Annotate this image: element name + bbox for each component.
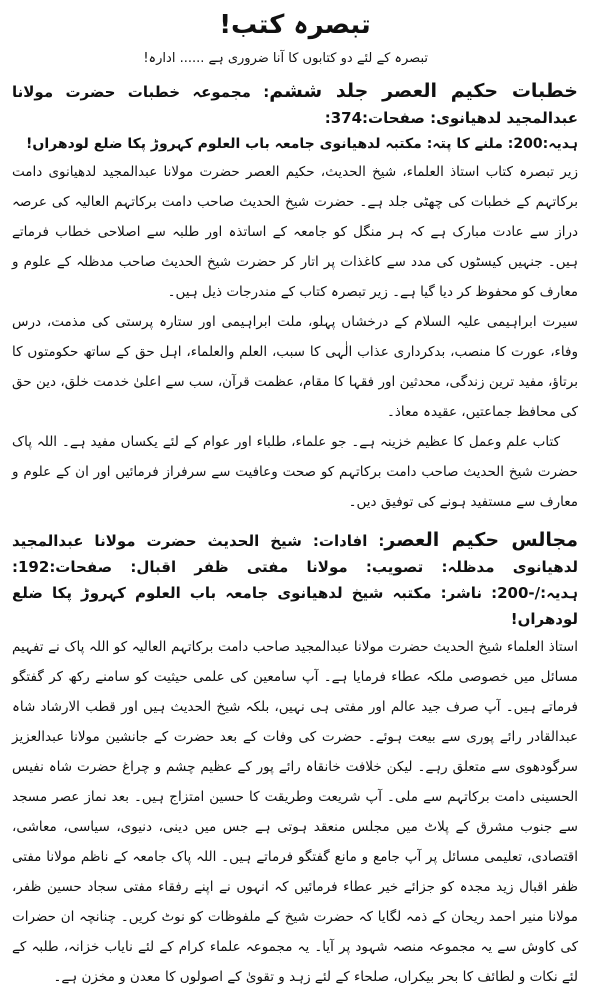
review-paragraph: سیرت ابراہیمی علیہ السلام کے درخشاں پہلو، ملت ابراہیمی اور ستارہ پرستی کی مذمت، درس وفاء، عورت کا منصب، بدکرداری عذاب الٰہی کا سبب، العلم والعلماء، اہل حق کے ساتھ حکومتوں کا برتاؤ، مفید ترین زندگی، محدثین اور فقہا کا مقام، عظمت قرآن، سب سے اعلیٰ خدمت خلق، دین حق کی محافظ جماعتیں، عقیدہ معاذ۔ [12,314,578,420]
book-title: خطبات حکیم العصر جلد ششم [269,80,578,102]
book-price-address: ہدیہ:200: ملنے کا پتہ: مکتبہ لدھیانوی جامعہ باب العلوم کہروڑ پکا ضلع لودھراں! [26,136,578,152]
book-heading [12,527,578,632]
review-paragraph: کتاب علم وعمل کا عظیم خزینہ ہے۔ جو علماء، طلباء اور عوام کے لئے یکساں مفید ہے۔ اللہ پاک حضرت شیخ الحدیث صاحب دامت برکاتہم کو صحت وعافیت سے سرفراز فرمائیں اور ان کے علوم و معارف سے مستفید ہونے کی توفیق دیں۔ [12,434,578,510]
book-title: مجالس حکیم العصر [384,529,578,551]
review-note: تبصرہ کے لئے دو کتابوں کا آنا ضروری ہے ...... ادارہ! [143,51,428,66]
book-details: : مجموعہ خطبات حضرت مولانا عبدالمجید لدھیانوی: صفحات:374: [12,83,578,127]
book-review-2 [12,527,578,992]
page-title: تبصرہ کتب! [219,10,371,40]
review-paragraph: زیر تبصرہ کتاب استاذ العلماء، شیخ الحدیث، حکیم العصر حضرت مولانا عبدالمجید لدھیانوی دامت برکاتہم کے خطبات کی چھٹی جلد ہے۔ حضرت شیخ الحدیث صاحب دامت برکاتہم العالیہ کی عرصہ دراز سے عادت مبارک ہے کہ ہر منگل کو جامعہ کے اساتذہ اور طلبہ سے اصلاحی خطاب فرماتے ہیں۔ جنہیں کیسٹوں کی مدد سے کاغذات پر اتار کر حضرت شیخ الحدیث صاحب مدظلہ کے علوم و معارف کو محفوظ کر دیا گیا ہے۔ زیر تبصرہ کتاب کے مندرجات ذیل ہیں۔ [12,164,578,300]
book-heading [12,78,578,131]
book-review-1 [12,78,578,517]
book-details: : افادات: شیخ الحدیث حضرت مولانا عبدالمجید لدھیانوی مدظلہ: تصویب: مولانا مفتی ظفر اقبال: صفحات:192: ہدیہ:/-200: ناشر: مکتبہ شیخ لدھیانوی جامعہ باب العلوم کہروڑ پکا ضلع لودھراں! [12,532,578,628]
review-paragraph: استاذ العلماء شیخ الحدیث حضرت مولانا عبدالمجید صاحب دامت برکاتہم العالیہ کو اللہ پاک نے تفہیم مسائل میں خصوصی ملکہ عطاء فرمایا ہے۔ آپ سامعین کی علمی حیثیت کو سامنے رکھ کر گفتگو فرماتے ہیں۔ آپ صرف جید عالم اور مفتی ہی نہیں، بلکہ شیخ الحدیث ہیں اور قطب الارشاد شاہ عبدالقادر رائے پوری سے بیعت ہوئے۔ حضرت کی وفات کے بعد حضرت کے جانشین مولانا عبدالعزیز سرگودھوی سے متعلق رہے۔ لیکن خلافت خانقاہ رائے پور کے عظیم چشم و چراغ حضرت شاہ نفیس الحسینی دامت برکاتہم سے ملی۔ آپ شریعت وطریقت کا حسین امتزاج ہیں۔ بعد نماز عصر مسجد سے جنوب مشرق کے پلاٹ میں مجلس منعقد ہوتی ہے جس میں دینی، دنیوی، سیاسی، معاشی، اقتصادی، تعلیمی مسائل پر آپ جامع و مانع گفتگو فرماتے ہیں۔ اللہ پاک جامعہ کے ناظم مولانا مفتی ظفر اقبال زید مجدہ کو جزائے خیر عطاء فرمائیں کہ انہوں نے اپنے رفقاء مفتی سجاد حسین ظفر، مولانا منیر احمد ریحان کے ذمہ لگایا کہ حضرت شیخ کے ملفوظات کو نوٹ کریں۔ چنانچہ ان حضرات کی کاوش سے یہ مجموعہ منصہ شہود پر آیا۔ یہ مجموعہ علماء کرام کے لئے نایاب خزانہ، طلبہ کے لئے نکات و لطائف کا بحر بیکراں، صلحاء کے لئے زہد و تقویٰ کے اصولوں کا معدن و مخزن ہے۔ [12,639,578,985]
